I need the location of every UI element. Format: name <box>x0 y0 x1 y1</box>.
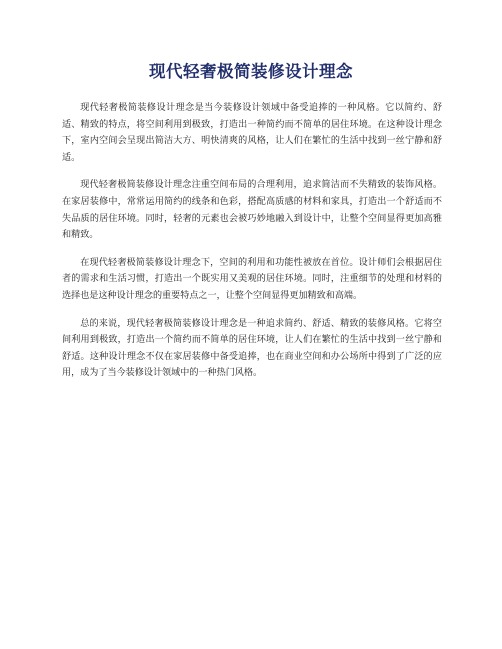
paragraph-2: 现代轻奢极简装修设计理念注重空间布局的合理利用，追求简洁而不失精致的装饰风格。在家居装修中，常常运用简约的线条和色彩，搭配高质感的材料和家具，打造出一个舒适而不失品质的居住环境。同时，轻奢的元素也会被巧妙地融入到设计中，让整个空间显得更加高雅和精致。 <box>62 180 442 241</box>
paragraph-4: 总的来说，现代轻奢极简装修设计理念是一种追求简约、舒适、精致的装修风格。它将空间利用到极致，打造出一个简约而不简单的居住环境，让人们在繁忙的生活中找到一丝宁静和舒适。这种设计理念不仅在家居装修中备受追捧，也在商业空间和办公场所中得到了广泛的应用，成为了当今装修设计领域中的一种热门风格。 <box>62 318 442 379</box>
paragraph-1: 现代轻奢极简装修设计理念是当今装修设计领域中备受追捧的一种风格。它以简约、舒适、精致的特点，将空间利用到极致，打造出一种简约而不简单的居住环境。在这种设计理念下，室内空间会呈现出简洁大方、明快清爽的风格，让人们在繁忙的生活中找到一丝宁静和舒适。 <box>62 103 442 163</box>
paragraph-3: 在现代轻奢极简装修设计理念下，空间的利用和功能性被放在首位。设计师们会根据居住者的需求和生活习惯，打造出一个既实用又美观的居住环境。同时，注重细节的处理和材料的选择也是这种设计理念的重要特点之一，让整个空间显得更加精致和高端。 <box>62 257 442 301</box>
document-body <box>62 100 442 393</box>
document-title: 现代轻奢极简装修设计理念 <box>149 62 353 81</box>
